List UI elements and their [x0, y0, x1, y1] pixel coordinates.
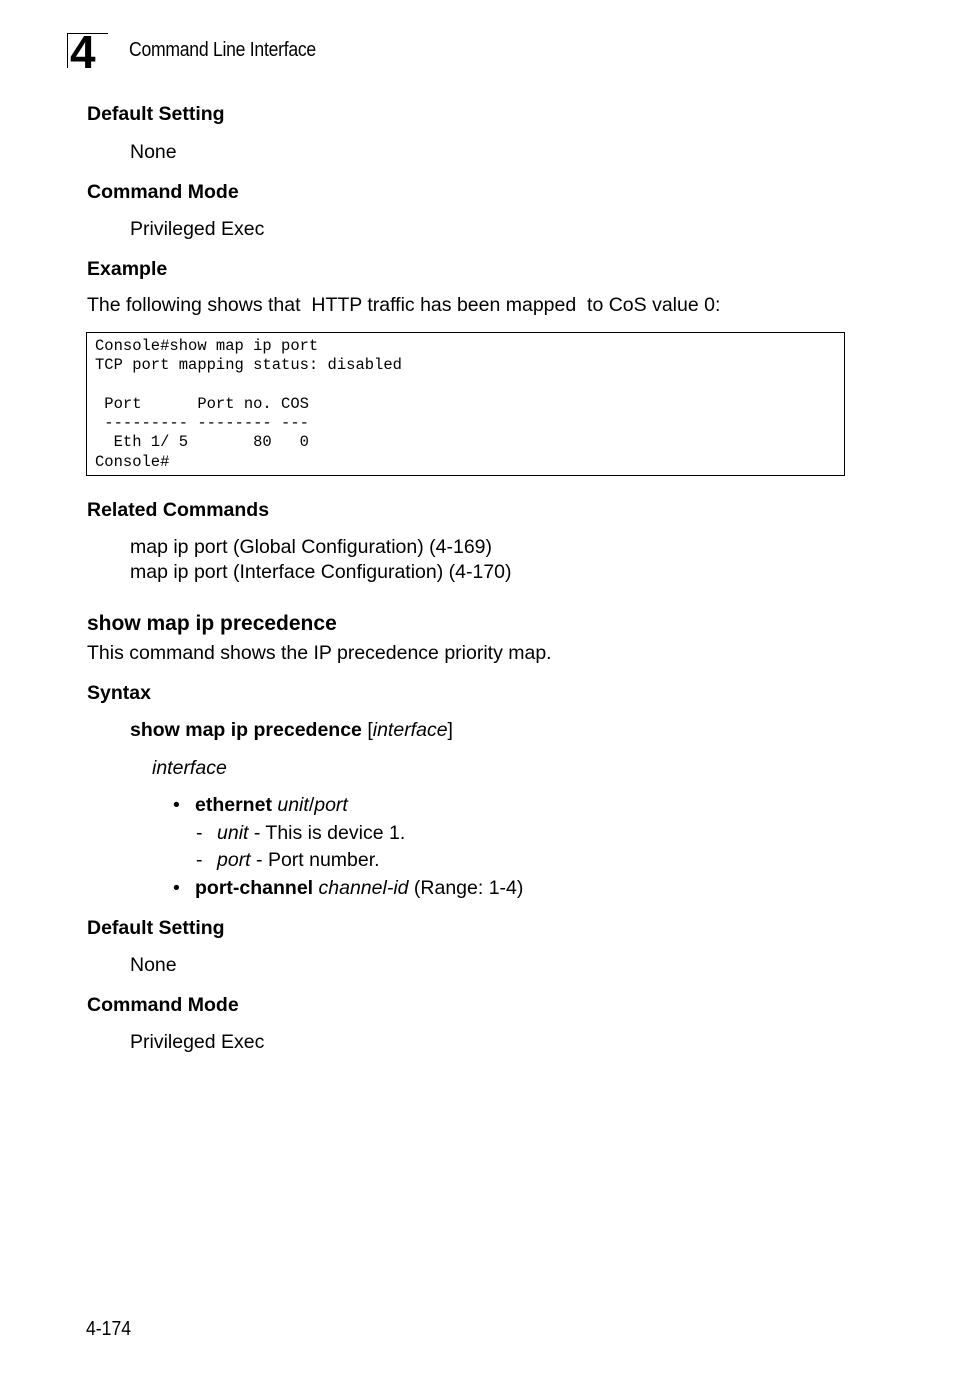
example-text: The following shows that HTTP traffic has been mapped to CoS value 0: — [87, 294, 721, 316]
syntax-close-bracket: ] — [447, 719, 453, 741]
sub-item-unit: unit - This is device 1. — [217, 822, 406, 844]
sub-item-port: port - Port number. — [217, 849, 380, 871]
syntax-line — [130, 719, 453, 742]
chapter-number: 4 — [70, 26, 96, 78]
example-heading: Example — [87, 258, 168, 280]
dash-marker: - — [196, 849, 203, 871]
syntax-open-bracket: [ — [361, 719, 373, 741]
syntax-param: interface — [372, 719, 448, 741]
running-header: Command Line Interface — [129, 39, 316, 61]
list-item-port-channel: port-channel channel-id (Range: 1-4) — [195, 877, 524, 899]
dash-marker: - — [196, 822, 203, 844]
related-commands-heading: Related Commands — [87, 499, 270, 521]
default-setting-value: None — [130, 141, 177, 163]
command-mode-heading: Command Mode — [87, 994, 239, 1016]
page-number: 4-174 — [86, 1318, 132, 1340]
bullet-icon: • — [173, 794, 180, 816]
list-item-ethernet: ethernet unit/port — [195, 794, 348, 816]
syntax-heading: Syntax — [87, 682, 151, 704]
default-setting-heading: Default Setting — [87, 917, 225, 939]
param-label: interface — [152, 757, 227, 779]
bullet-icon: • — [173, 877, 180, 899]
command-mode-value: Privileged Exec — [130, 1031, 265, 1053]
command-mode-heading: Command Mode — [87, 181, 239, 203]
command-title: show map ip precedence — [87, 612, 337, 635]
code-example-box — [86, 332, 845, 476]
syntax-command: show map ip precedence — [130, 719, 362, 741]
command-mode-value: Privileged Exec — [130, 218, 265, 240]
related-command-link[interactable]: map ip port (Interface Configuration) (4-170) — [130, 561, 512, 583]
related-command-link[interactable]: map ip port (Global Configuration) (4-169) — [130, 536, 493, 558]
default-setting-heading: Default Setting — [87, 103, 225, 125]
default-setting-value: None — [130, 954, 177, 976]
code-example: Console#show map ip port TCP port mapping status: disabled Port Port no. COS --------- -------- --- Eth 1/ 5 80 0 Console# — [95, 337, 402, 471]
command-description: This command shows the IP precedence priority map. — [87, 642, 552, 664]
